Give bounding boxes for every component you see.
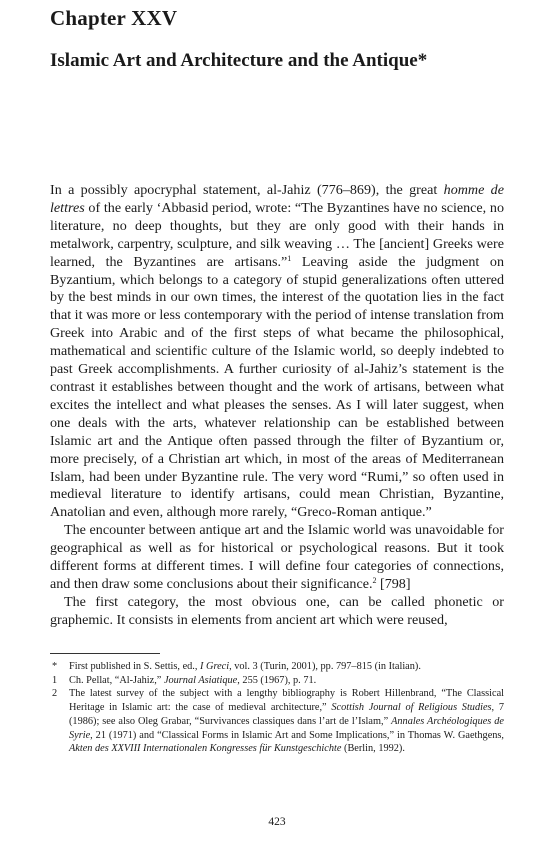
footnote-star — [50, 660, 504, 674]
italic-title: Annales Archéologiques de Syrie — [69, 715, 504, 741]
text-run: (Berlin, 1992). — [341, 743, 405, 755]
text-run: , 21 (1971) and “Classical Forms in Islamic Art and Some Implications,” in Thomas W. Gaethgens, — [90, 729, 504, 741]
italic-title: Scottish Journal of Religious Studies — [331, 702, 492, 714]
italic-term: homme de lettres — [50, 182, 504, 216]
text-run: The latest survey of the subject with a lengthy bibliography is Robert Hillenbrand, “The Classical Heritage in Islamic art: the case of medieval architecture,” — [69, 688, 504, 714]
italic-title: Akten des XXVIII Internationalen Kongresses für Kunstgeschichte — [69, 743, 342, 755]
footnote-ref-1[interactable]: 1 — [287, 253, 292, 263]
footnote-2 — [50, 687, 504, 756]
footnote-divider — [50, 653, 160, 654]
text-run: First published in S. Settis, ed., — [69, 661, 201, 672]
paragraph-3 — [50, 594, 504, 630]
paragraph-2 — [50, 522, 504, 594]
paragraph-1 — [50, 182, 504, 522]
page-number: 423 — [268, 816, 286, 828]
text-run: Leaving aside the judgment on Byzantium, which belongs to a category of stupid generalizations often uttered by the best minds in our own times, the interest of the quotation lies in the fact that it was more or less contemporary with the period of intense translation from Greek into Arabic and of the first steps of what became the philosophical, mathematical and scientific culture of the Islamic world, so deeply indebted to past Greek accomplishments. A further curiosity of al-Jahiz’s statement is the contrast it establishes between thought and the work of artisans, between what excites the intellect and what pleases the senses. As I will later suggest, when one deals with the arts, whatever relationship can be established between Islamic art and the Antique often passed through the filter of Byzantium or, more precisely, of a Christian art which, in most of the areas of Mediterranean Islam, had been under Byzantine rule. The very word “Rumi,” so often used in medieval literature to identify artisans, could mean Christian, Byzantine, Anatolian and even, although more rarely, “Greco-Roman antique.” — [50, 253, 504, 521]
text-run: of the early ‘Abbasid period, wrote: “The Byzantines have no science, no literature, no deep thoughts, but they are only good with their hands in metalwork, carpentry, sculpture, and silk weaving … The [ancient] Greeks were learned, the Byzantines are artisans.” — [50, 199, 504, 270]
body-text — [50, 182, 504, 630]
text-run: [798] — [376, 575, 411, 592]
footnotes — [50, 660, 504, 756]
footnote-ref-2[interactable]: 2 — [372, 575, 377, 585]
chapter-heading: Chapter XXV — [50, 6, 178, 30]
text-run: , 255 (1967), p. 71. — [237, 674, 317, 686]
text-run: Ch. Pellat, “Al-Jahiz,” — [69, 674, 164, 686]
footnote-1 — [50, 674, 504, 688]
text-run: , 7 (1986); see also Oleg Grabar, “Survivances classiques dans l’art de l’Islam,” — [69, 702, 504, 727]
footnote-mark: 1 — [52, 674, 58, 686]
footnote-mark: 2 — [52, 688, 58, 700]
chapter-title: Islamic Art and Architecture and the Antique* — [50, 50, 428, 71]
italic-title: Journal Asiatique — [163, 674, 238, 686]
text-run: The first category, the most obvious one, can be called phonetic or graphemic. It consists in elements from ancient art which were reused, — [50, 593, 504, 628]
italic-title: I Greci — [200, 661, 230, 672]
text-run: In a possibly apocryphal statement, al-Jahiz (776–869), the great — [50, 182, 444, 198]
text-run: The encounter between antique art and the Islamic world was unavoidable for geographical as well as for historical or psychological reasons. But it took different forms at different times. I will define four categories of connections, and then draw some conclusions about their significance. — [50, 522, 504, 592]
text-run: , vol. 3 (Turin, 2001), pp. 797–815 (in Italian). — [229, 661, 421, 672]
footnote-mark: * — [52, 661, 58, 672]
